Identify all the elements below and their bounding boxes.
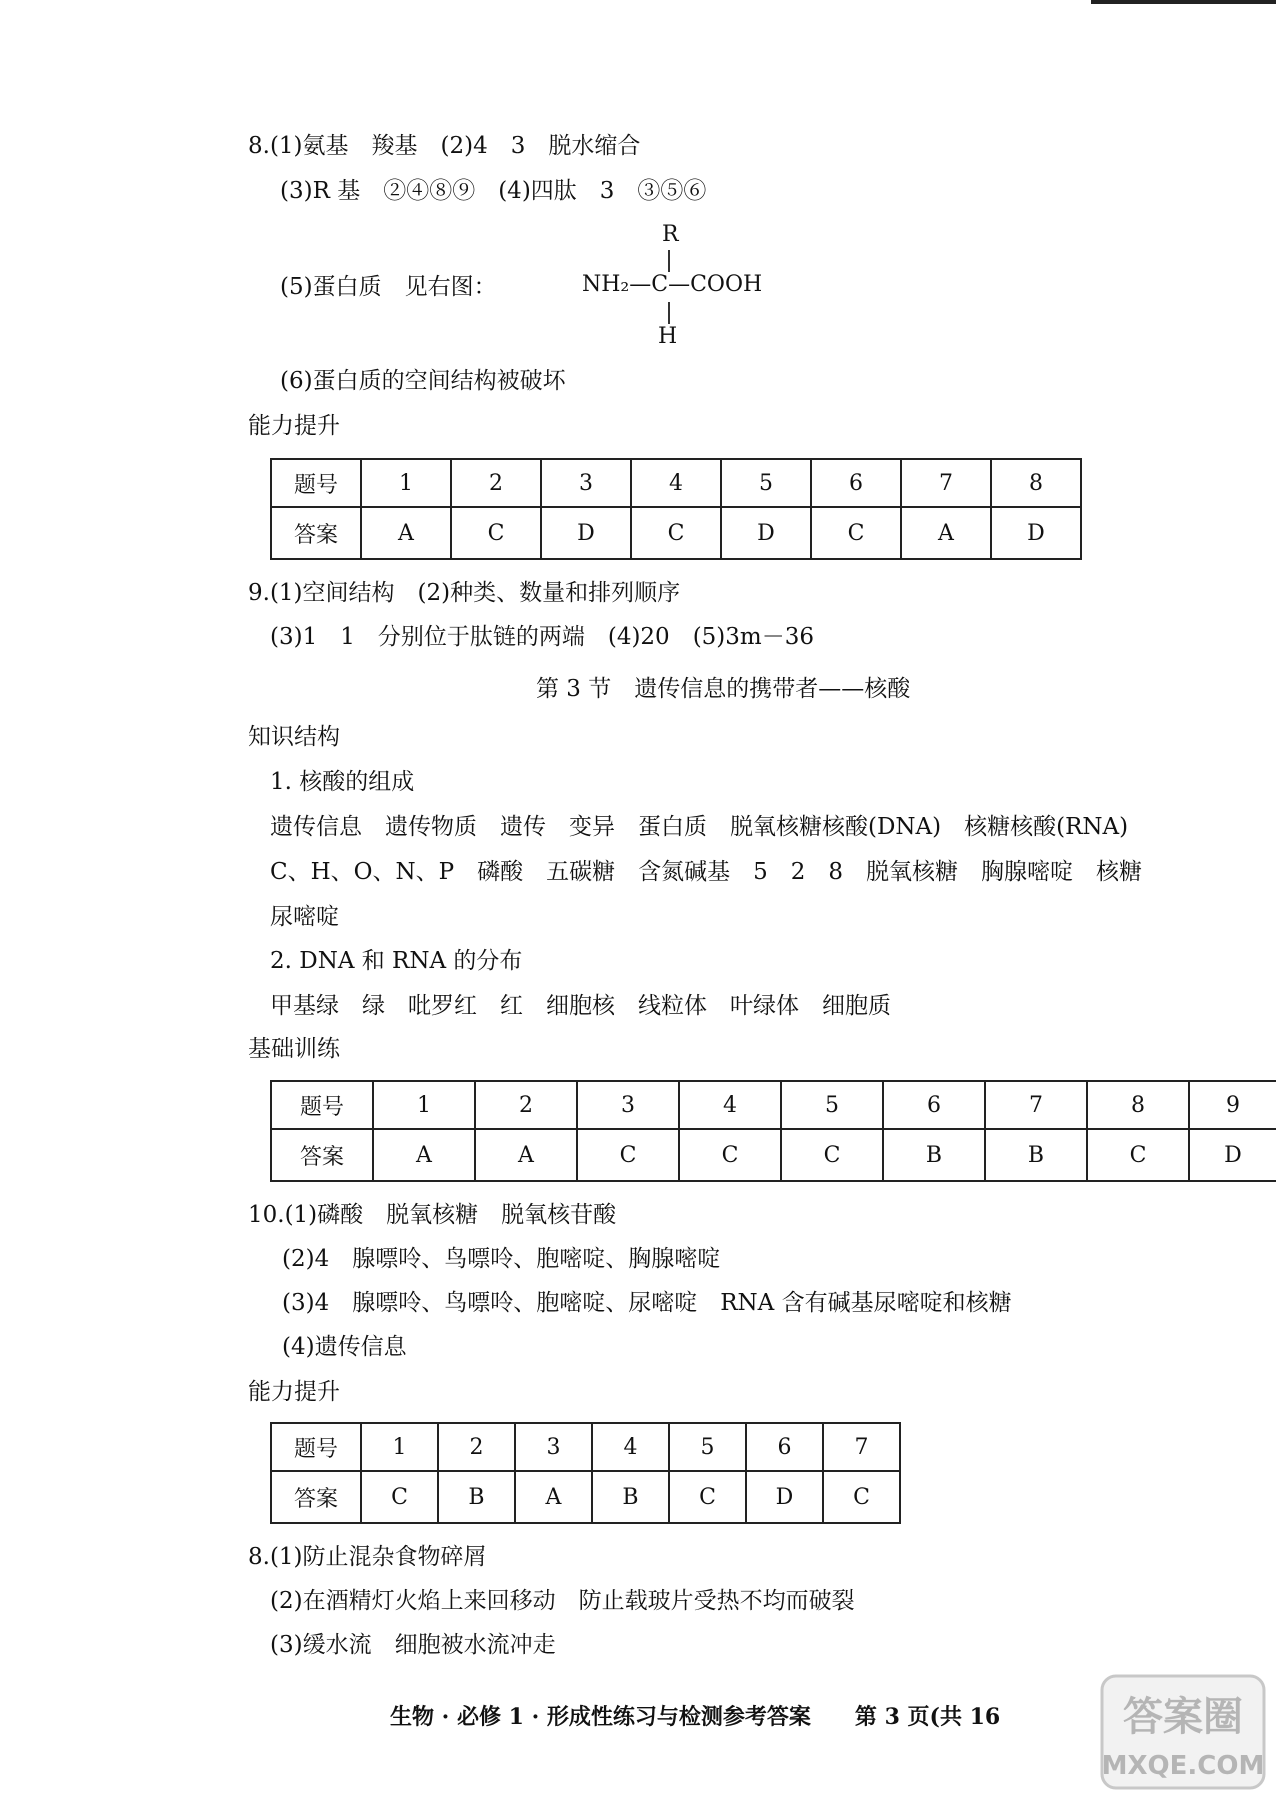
table-cell: C — [361, 1471, 438, 1523]
table-row — [271, 507, 1081, 559]
q9-line1: 9.(1)空间结构 (2)种类、数量和排列顺序 — [248, 580, 681, 606]
q8b-line1: 8.(1)防止混杂食物碎屑 — [248, 1544, 487, 1570]
table-cell: B — [985, 1129, 1087, 1181]
knowledge-heading: 知识结构 — [248, 724, 340, 750]
watermark-logo — [1098, 1672, 1268, 1792]
formula-bond-top — [668, 250, 670, 272]
table-cell: 4 — [592, 1423, 669, 1471]
knowledge-line-2: C、H、O、N、P 磷酸 五碳糖 含氮碱基 5 2 8 脱氧核糖 胸腺嘧啶 核糖 — [270, 859, 1143, 885]
table-cell: 7 — [823, 1423, 900, 1471]
table-cell: C — [811, 507, 901, 559]
table-cell: A — [373, 1129, 475, 1181]
table-cell: 题号 — [271, 1081, 373, 1129]
knowledge-line-3: 尿嘧啶 — [270, 904, 339, 930]
table-cell: C — [451, 507, 541, 559]
table-cell: 8 — [991, 459, 1081, 507]
ability-answer-table-2 — [270, 1422, 901, 1524]
table-cell: C — [781, 1129, 883, 1181]
table-cell: C — [669, 1471, 746, 1523]
table-cell: A — [475, 1129, 577, 1181]
page-footer: 生物 · 必修 1 · 形成性练习与检测参考答案 第 3 页(共 16 — [390, 1704, 1001, 1730]
table-cell: B — [438, 1471, 515, 1523]
table-cell: 7 — [901, 459, 991, 507]
watermark-top-text: 答案圈 — [1123, 1694, 1243, 1740]
ability-answer-table-1 — [270, 458, 1082, 560]
table-cell: A — [515, 1471, 592, 1523]
table-cell: 1 — [373, 1081, 475, 1129]
table-cell: 5 — [781, 1081, 883, 1129]
table-row — [271, 1471, 900, 1523]
knowledge-subheading-2: 2. DNA 和 RNA 的分布 — [270, 948, 523, 974]
table-cell: 7 — [985, 1081, 1087, 1129]
q9-line2: (3)1 1 分别位于肽链的两端 (4)20 (5)3m－36 — [270, 624, 814, 650]
section-title: 第 3 节 遗传信息的携带者——核酸 — [536, 676, 911, 702]
table-cell: 3 — [515, 1423, 592, 1471]
table-cell: D — [721, 507, 811, 559]
knowledge-line-4: 甲基绿 绿 吡罗红 红 细胞核 线粒体 叶绿体 细胞质 — [270, 993, 891, 1019]
table-cell: 3 — [541, 459, 631, 507]
table-cell: 题号 — [271, 459, 361, 507]
table-cell: 8 — [1087, 1081, 1189, 1129]
table-cell: 5 — [669, 1423, 746, 1471]
q10-line4: (4)遗传信息 — [282, 1334, 407, 1360]
q8-line3: (5)蛋白质 见右图： — [280, 274, 497, 300]
table-cell: D — [991, 507, 1081, 559]
ability-heading-2: 能力提升 — [248, 1379, 340, 1405]
q8b-line3: (3)缓水流 细胞被水流冲走 — [270, 1632, 556, 1658]
knowledge-line-1: 遗传信息 遗传物质 遗传 变异 蛋白质 脱氧核糖核酸(DNA) 核糖核酸(RNA) — [270, 814, 1129, 840]
table-cell: C — [577, 1129, 679, 1181]
table-cell: 答案 — [271, 1129, 373, 1181]
table-cell: C — [679, 1129, 781, 1181]
table-cell: 题号 — [271, 1423, 361, 1471]
table-cell: 答案 — [271, 1471, 361, 1523]
table-cell: D — [746, 1471, 823, 1523]
table-cell: B — [883, 1129, 985, 1181]
table-cell: B — [592, 1471, 669, 1523]
formula-bond-bottom — [668, 302, 670, 324]
table-cell: 3 — [577, 1081, 679, 1129]
watermark-bottom-text: MXQE.COM — [1101, 1751, 1265, 1781]
table-cell: 2 — [475, 1081, 577, 1129]
table-cell: C — [631, 507, 721, 559]
table-cell: 6 — [811, 459, 901, 507]
q10-line3: (3)4 腺嘌呤、鸟嘌呤、胞嘧啶、尿嘧啶 RNA 含有碱基尿嘧啶和核糖 — [282, 1290, 1012, 1316]
basic-answer-table — [270, 1080, 1276, 1182]
table-cell: 9 — [1189, 1081, 1276, 1129]
knowledge-subheading-1: 1. 核酸的组成 — [270, 769, 415, 795]
table-row — [271, 1081, 1276, 1129]
q8-line2: (3)R 基 ②④⑧⑨ (4)四肽 3 ③⑤⑥ — [280, 178, 707, 204]
table-cell: D — [541, 507, 631, 559]
q10-line1: 10.(1)磷酸 脱氧核糖 脱氧核苷酸 — [248, 1202, 617, 1228]
table-cell: 6 — [883, 1081, 985, 1129]
table-row — [271, 1129, 1276, 1181]
formula-h-atom: H — [658, 324, 678, 349]
table-cell: 4 — [679, 1081, 781, 1129]
table-cell: A — [901, 507, 991, 559]
top-edge-line — [1091, 0, 1276, 4]
table-row — [271, 459, 1081, 507]
table-cell: C — [823, 1471, 900, 1523]
table-cell: C — [1087, 1129, 1189, 1181]
basic-training-heading: 基础训练 — [248, 1036, 340, 1062]
formula-r-group: R — [662, 222, 679, 247]
q10-line2: (2)4 腺嘌呤、鸟嘌呤、胞嘧啶、胸腺嘧啶 — [282, 1246, 721, 1272]
table-cell: 1 — [361, 1423, 438, 1471]
formula-main-chain: NH₂—C—COOH — [582, 272, 763, 297]
q8b-line2: (2)在酒精灯火焰上来回移动 防止载玻片受热不均而破裂 — [270, 1588, 855, 1614]
table-cell: 6 — [746, 1423, 823, 1471]
table-cell: A — [361, 507, 451, 559]
table-cell: D — [1189, 1129, 1276, 1181]
table-cell: 4 — [631, 459, 721, 507]
table-cell: 2 — [438, 1423, 515, 1471]
q8-line1: 8.(1)氨基 羧基 (2)4 3 脱水缩合 — [248, 133, 641, 159]
ability-heading-1: 能力提升 — [248, 413, 340, 439]
table-cell: 5 — [721, 459, 811, 507]
table-cell: 答案 — [271, 507, 361, 559]
table-cell: 2 — [451, 459, 541, 507]
table-row — [271, 1423, 900, 1471]
q8-line4: (6)蛋白质的空间结构被破坏 — [280, 368, 566, 394]
table-cell: 1 — [361, 459, 451, 507]
